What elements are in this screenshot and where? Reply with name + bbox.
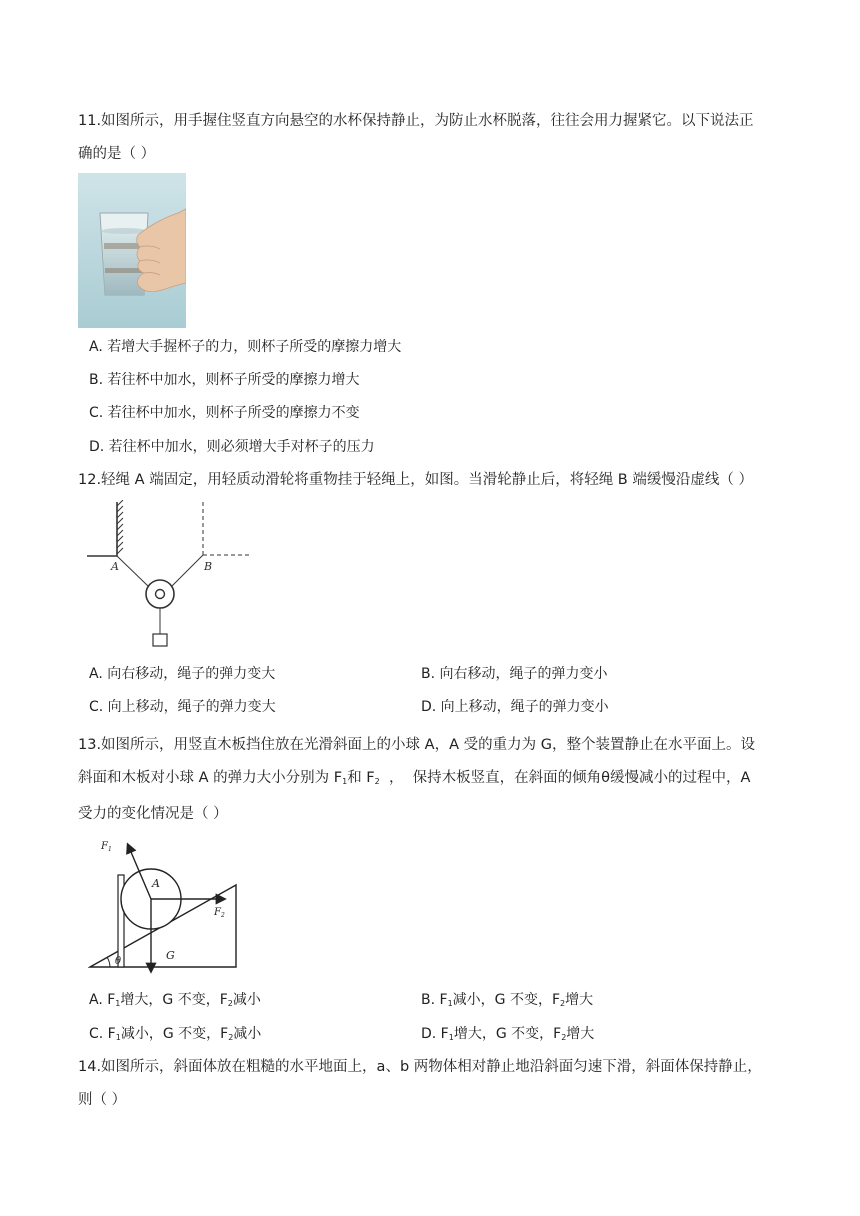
q13-option-a[interactable]: A. $F_1$增大，G 不变，$F_2$减小 [89, 992, 261, 1008]
label-f2: F [214, 907, 221, 918]
pulley-label-a: A [111, 560, 119, 573]
q11-option-d[interactable]: D. 若往杯中加水，则必须增大手对杯子的压力 [89, 439, 375, 455]
q12-option-d[interactable]: D. 向上移动，绳子的弹力变小 [421, 699, 609, 715]
pulley-diagram [85, 500, 255, 652]
question-11-stem [78, 105, 778, 171]
question-12-stem: 12.轻绳 A 端固定，用轻质动滑轮将重物挂于轻绳上，如图。当滑轮静止后，将轻绳 B 端缓慢沿虚线（ ） [78, 472, 753, 488]
question-14-line1: 14.如图所示，斜面体放在粗糙的水平地面上，a、b 两物体相对静止地沿斜面匀速下滑，斜面体保持静止， [78, 1059, 762, 1075]
question-13-line2: 斜面和木板对小球 A 的弹力大小分别为 $F_1$和 $F_2$ ， 保持木板竖直，在斜面的倾角θ缓慢减小的过程中，A [78, 770, 751, 786]
question-14-line2: 则（ ） [78, 1092, 127, 1108]
q13-option-c[interactable]: C. $F_1$减小，G 不变，$F_2$减小 [89, 1026, 262, 1042]
label-a: A [152, 877, 160, 890]
q13-option-b[interactable]: B. $F_1$减小，G 不变，$F_2$增大 [421, 992, 594, 1008]
label-g: G [166, 949, 175, 962]
pulley-label-b: B [204, 560, 213, 573]
q12-option-b[interactable]: B. 向右移动，绳子的弹力变小 [421, 666, 608, 682]
label-theta: θ [115, 956, 122, 967]
question-11-line1: 11.如图所示，用手握住竖直方向悬空的水杯保持静止，为防止水杯脱落，往往会用力握紧它。以下说法正 [78, 113, 754, 129]
label-f1: F [101, 841, 108, 852]
svg-text:F1: $F_1$ [101, 841, 112, 853]
question-14-stem [78, 1051, 778, 1117]
q11-option-b[interactable]: B. 若往杯中加水，则杯子所受的摩擦力增大 [89, 372, 360, 388]
incline-ball-diagram [88, 835, 243, 975]
q13-option-d[interactable]: D. $F_1$增大，G 不变，$F_2$增大 [421, 1026, 595, 1042]
svg-text:F2: $F_2$ [214, 907, 225, 919]
q12-option-c[interactable]: C. 向上移动，绳子的弹力变大 [89, 699, 276, 715]
question-13-line3: 受力的变化情况是（ ） [78, 806, 228, 822]
water-glass-photo [78, 173, 186, 328]
question-13-line1: 13.如图所示，用竖直木板挡住放在光滑斜面上的小球 A，A 受的重力为 G，整个装置静止在水平面上。设 [78, 737, 755, 753]
q11-option-c[interactable]: C. 若往杯中加水，则杯子所受的摩擦力不变 [89, 405, 360, 421]
question-13-stem [78, 729, 778, 831]
question-11-line2: 确的是（ ） [78, 146, 156, 162]
q11-option-a[interactable]: A. 若增大手握杯子的力，则杯子所受的摩擦力增大 [89, 339, 402, 355]
q12-option-a[interactable]: A. 向右移动，绳子的弹力变大 [89, 666, 276, 682]
